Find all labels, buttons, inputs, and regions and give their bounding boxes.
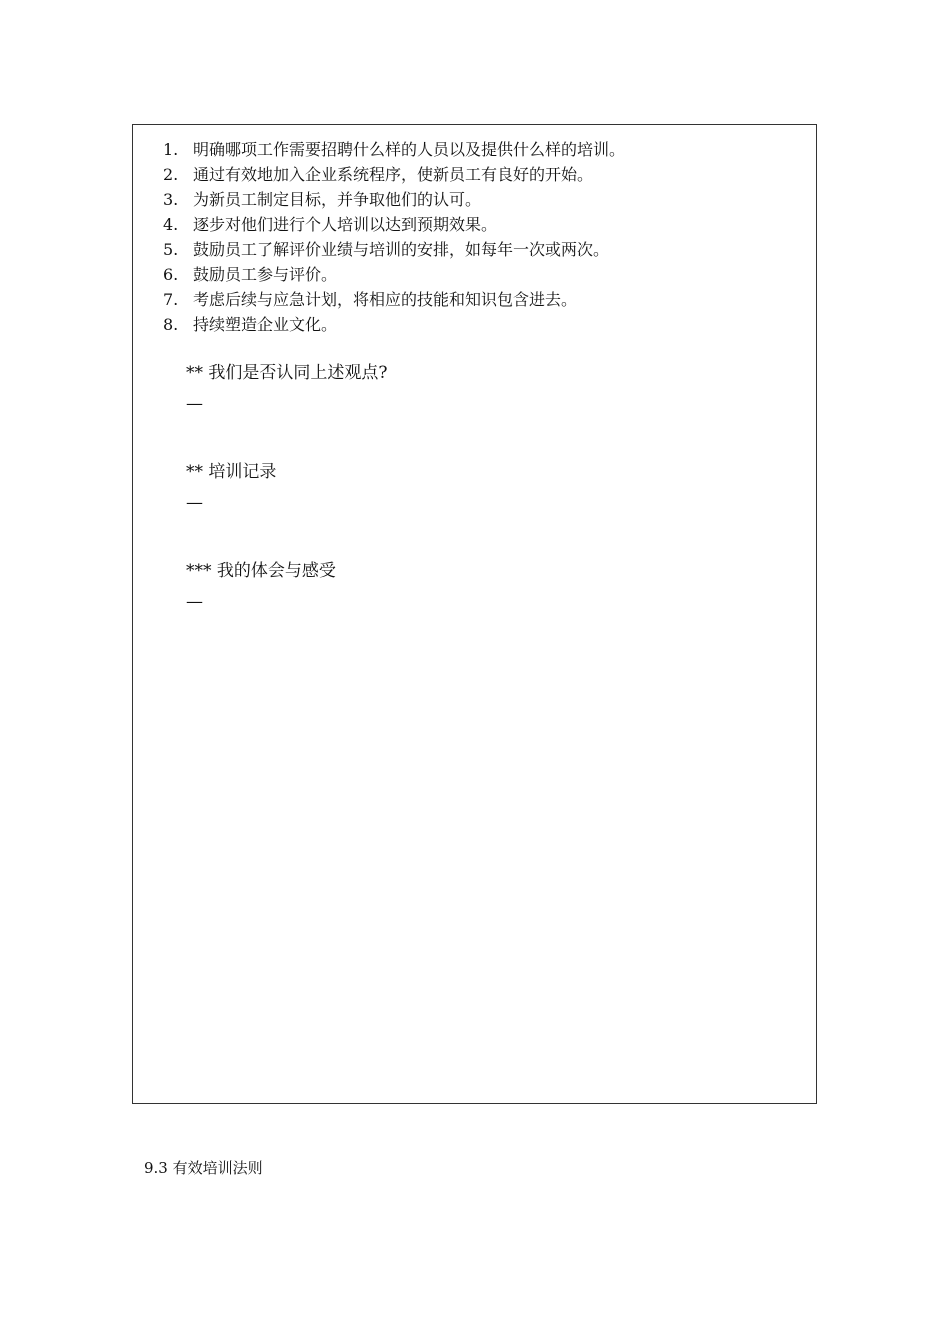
- item-number: 6.: [163, 265, 179, 284]
- section-heading: *** 我的体会与感受: [186, 561, 336, 581]
- reflection-section: [186, 559, 336, 615]
- item-number: 4.: [163, 215, 179, 234]
- list-item: [163, 187, 625, 212]
- point-list: [163, 137, 625, 337]
- list-item: [163, 162, 625, 187]
- agreement-section: [186, 361, 388, 417]
- item-text: 通过有效地加入企业系统程序，使新员工有良好的开始。: [193, 165, 594, 184]
- item-number: 2.: [163, 165, 179, 184]
- list-item: [163, 212, 625, 237]
- answer-line: —: [186, 394, 203, 414]
- item-number: 1.: [163, 140, 179, 159]
- answer-line: —: [186, 592, 203, 612]
- list-item: [163, 312, 625, 337]
- training-record-section: [186, 460, 276, 516]
- list-item: [163, 262, 625, 287]
- list-item: [163, 237, 625, 262]
- item-number: 7.: [163, 290, 179, 309]
- section-heading: ** 我们是否认同上述观点?: [186, 363, 388, 383]
- item-text: 鼓励员工了解评价业绩与培训的安排，如每年一次或两次。: [193, 240, 610, 259]
- item-number: 8.: [163, 315, 179, 334]
- item-text: 鼓励员工参与评价。: [193, 265, 338, 284]
- section-heading: ** 培训记录: [186, 462, 277, 482]
- item-text: 明确哪项工作需要招聘什么样的人员以及提供什么样的培训。: [193, 140, 626, 159]
- content-box: [132, 124, 817, 1104]
- item-text: 逐步对他们进行个人培训以达到预期效果。: [193, 215, 498, 234]
- list-item: [163, 287, 625, 312]
- answer-line: —: [186, 493, 203, 513]
- item-number: 3.: [163, 190, 179, 209]
- item-text: 考虑后续与应急计划，将相应的技能和知识包含进去。: [193, 290, 578, 309]
- item-text: 为新员工制定目标，并争取他们的认可。: [193, 190, 482, 209]
- section-title: 9.3 有效培训法则: [144, 1159, 263, 1177]
- item-number: 5.: [163, 240, 179, 259]
- list-item: [163, 137, 625, 162]
- item-text: 持续塑造企业文化。: [193, 315, 338, 334]
